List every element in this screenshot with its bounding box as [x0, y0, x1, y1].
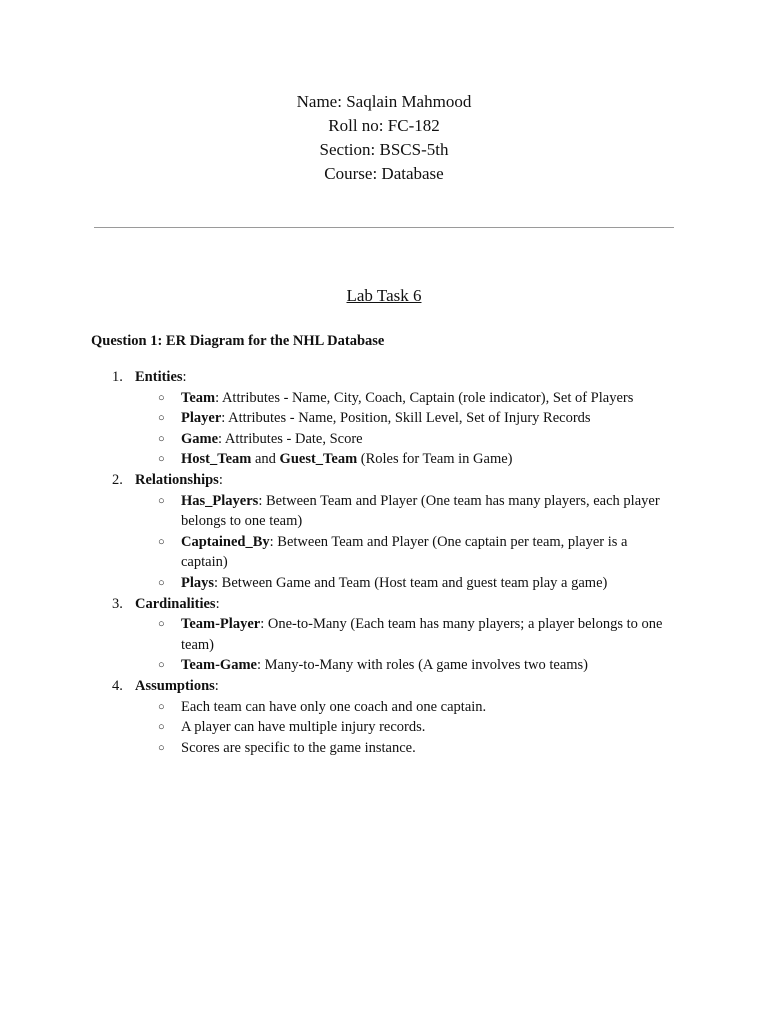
course-name: Course: Database: [324, 164, 444, 183]
hollow-circle-bullet-icon: ○: [158, 391, 165, 404]
horizontal-divider: [94, 227, 674, 228]
question-heading: Question 1: ER Diagram for the NHL Database: [91, 333, 385, 349]
roll-number: Roll no: FC-182: [328, 116, 440, 135]
sub-list: [135, 388, 671, 470]
sub-list: [135, 491, 671, 594]
item-term: Host_Team: [181, 451, 252, 468]
item-connector: and: [251, 451, 280, 468]
list-item: [135, 573, 671, 594]
outline-section: [91, 367, 671, 470]
section-heading: Assumptions: [135, 677, 215, 694]
item-description: : Attributes - Name, City, Coach, Captain (role indicator), Set of Players: [215, 389, 634, 406]
hollow-circle-bullet-icon: ○: [158, 453, 165, 466]
sub-list: [135, 614, 671, 676]
section-heading: Relationships: [135, 471, 219, 488]
list-item: [135, 449, 671, 470]
section-heading-line: Assumptions:: [135, 677, 219, 694]
student-info-header: [0, 90, 768, 186]
hollow-circle-bullet-icon: ○: [158, 432, 165, 445]
hollow-circle-bullet-icon: ○: [158, 412, 165, 425]
item-description: : Many-to-Many with roles (A game involves two teams): [256, 657, 589, 674]
section-heading-line: Cardinalities:: [135, 595, 220, 612]
hollow-circle-bullet-icon: ○: [158, 659, 165, 672]
list-item: [135, 655, 671, 676]
list-item: [135, 429, 671, 450]
section-heading: Cardinalities: [135, 595, 216, 612]
student-name: Name: Saqlain Mahmood: [296, 92, 472, 111]
list-item: [135, 532, 671, 573]
item-description: : Attributes - Date, Score: [218, 430, 363, 447]
hollow-circle-bullet-icon: ○: [158, 535, 165, 548]
section-heading-line: Relationships:: [135, 471, 223, 488]
item-term: Plays: [181, 574, 215, 591]
item-description: : Attributes - Name, Position, Skill Level, Set of Injury Records: [221, 410, 591, 427]
item-description: A player can have multiple injury records.: [181, 719, 426, 736]
section-number: 3.: [112, 595, 123, 612]
item-description: Scores are specific to the game instance.: [181, 739, 416, 756]
item-description: : Between Team and Player (One captain per team, player is a captain): [181, 533, 628, 571]
lab-title: Lab Task 6: [346, 286, 422, 305]
hollow-circle-bullet-icon: ○: [158, 741, 165, 754]
section-number: 2.: [112, 471, 123, 488]
section-heading-line: Entities:: [135, 369, 187, 385]
hollow-circle-bullet-icon: ○: [158, 576, 165, 589]
list-item: [135, 491, 671, 532]
list-item: [135, 717, 671, 738]
item-term-secondary: Guest_Team: [279, 451, 358, 468]
outline-list: [91, 367, 671, 758]
item-description: : Between Game and Team (Host team and guest team play a game): [214, 574, 608, 591]
item-term: Team-Game: [181, 657, 257, 674]
item-term: Captained_By: [181, 533, 270, 550]
item-description: Each team can have only one coach and one captain.: [181, 698, 487, 715]
hollow-circle-bullet-icon: ○: [158, 700, 165, 713]
item-description: : Between Team and Player (One team has many players, each player belongs to one team): [181, 492, 660, 530]
hollow-circle-bullet-icon: ○: [158, 494, 165, 507]
list-item: [135, 738, 671, 759]
section-number: 4.: [112, 677, 123, 694]
outline-section: [91, 470, 671, 594]
list-item: [135, 614, 671, 655]
item-description: (Roles for Team in Game): [357, 451, 513, 468]
item-description: : One-to-Many (Each team has many players; a player belongs to one team): [181, 616, 663, 653]
item-term: Has_Players: [181, 492, 259, 509]
sub-list: [135, 697, 671, 759]
item-term: Team: [181, 389, 216, 406]
section-number: 1.: [112, 369, 123, 385]
section-heading: Entities: [135, 369, 183, 385]
list-item: [135, 388, 671, 409]
list-item: [135, 697, 671, 718]
item-term: Game: [181, 430, 219, 447]
list-item: [135, 408, 671, 429]
hollow-circle-bullet-icon: ○: [158, 618, 165, 631]
class-section: Section: BSCS-5th: [319, 140, 449, 159]
outline-section: [91, 594, 671, 676]
item-term: Team-Player: [181, 616, 261, 633]
item-term: Player: [181, 410, 222, 427]
hollow-circle-bullet-icon: ○: [158, 721, 165, 734]
outline-section: [91, 676, 671, 758]
